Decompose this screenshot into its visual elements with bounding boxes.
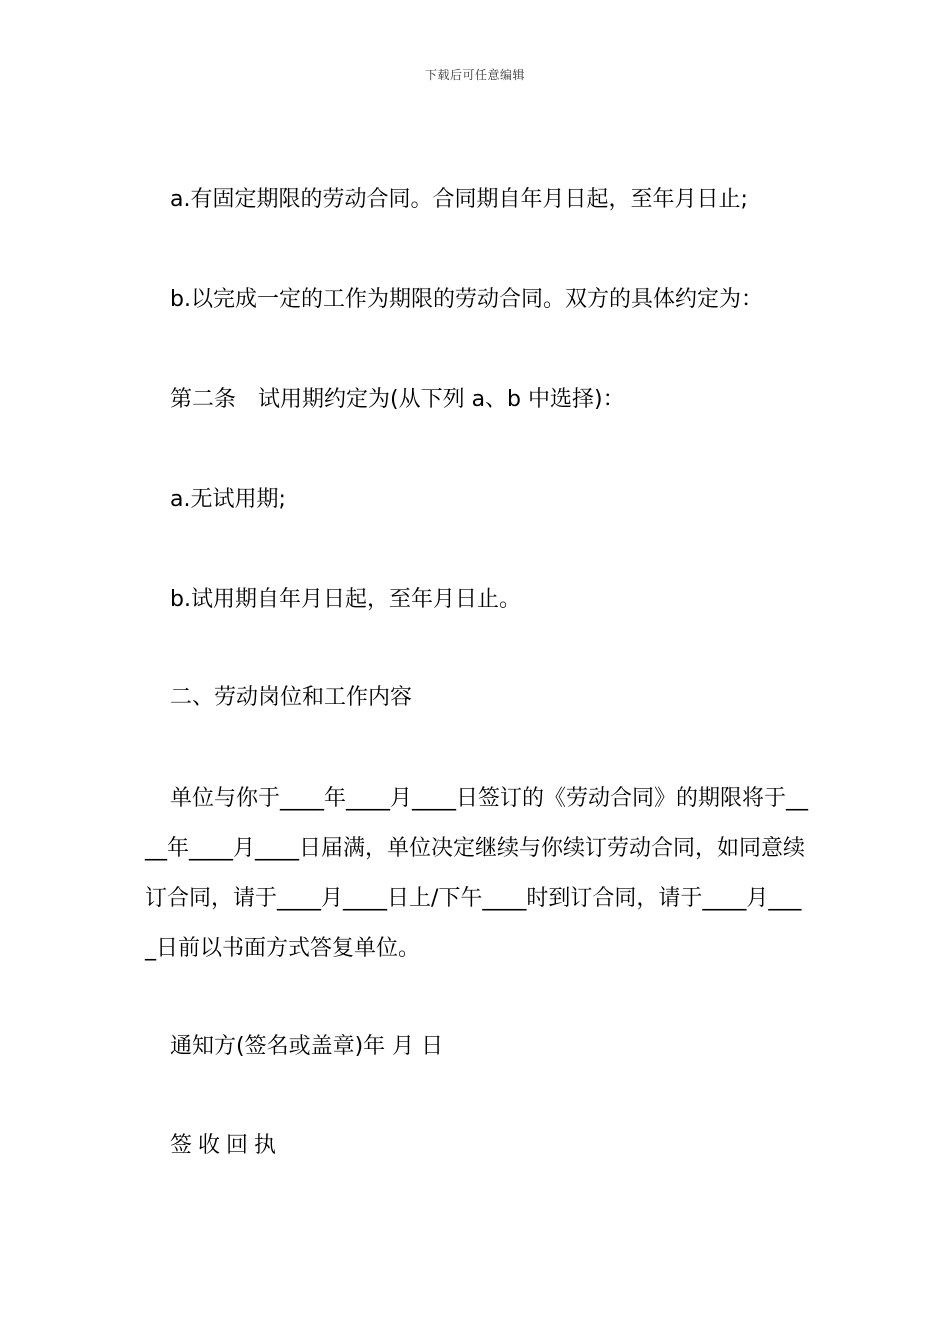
page-header: 下载后可任意编辑 xyxy=(424,68,525,82)
renewal-notice-paragraph: 单位与你于____年____月____日签订的《劳动合同》的期限将于____年____月____日届满，单位决定继续与你续订劳动合同，如同意续订合同，请于____月____日上/下午____时到订合同，请于____月____日前以书面方式答复单位。 xyxy=(145,786,809,961)
probation-option-b: b.试用期自年月日起，至年月日止。 xyxy=(170,587,521,612)
signature-line: 通知方(签名或盖章)年 月 日 xyxy=(170,1034,444,1059)
probation-option-a: a.无试用期; xyxy=(170,487,286,512)
article-two-probation: 第二条 试用期约定为(从下列 a、b 中选择)： xyxy=(170,387,625,412)
contract-term-option-b: b.以完成一定的工作为期限的劳动合同。双方的具体约定为： xyxy=(170,287,763,312)
section-two-title: 二、劳动岗位和工作内容 xyxy=(170,685,413,710)
receipt-title: 签收回执 xyxy=(170,1133,283,1158)
contract-term-option-a: a.有固定期限的劳动合同。合同期自年月日起，至年月日止; xyxy=(170,187,748,212)
